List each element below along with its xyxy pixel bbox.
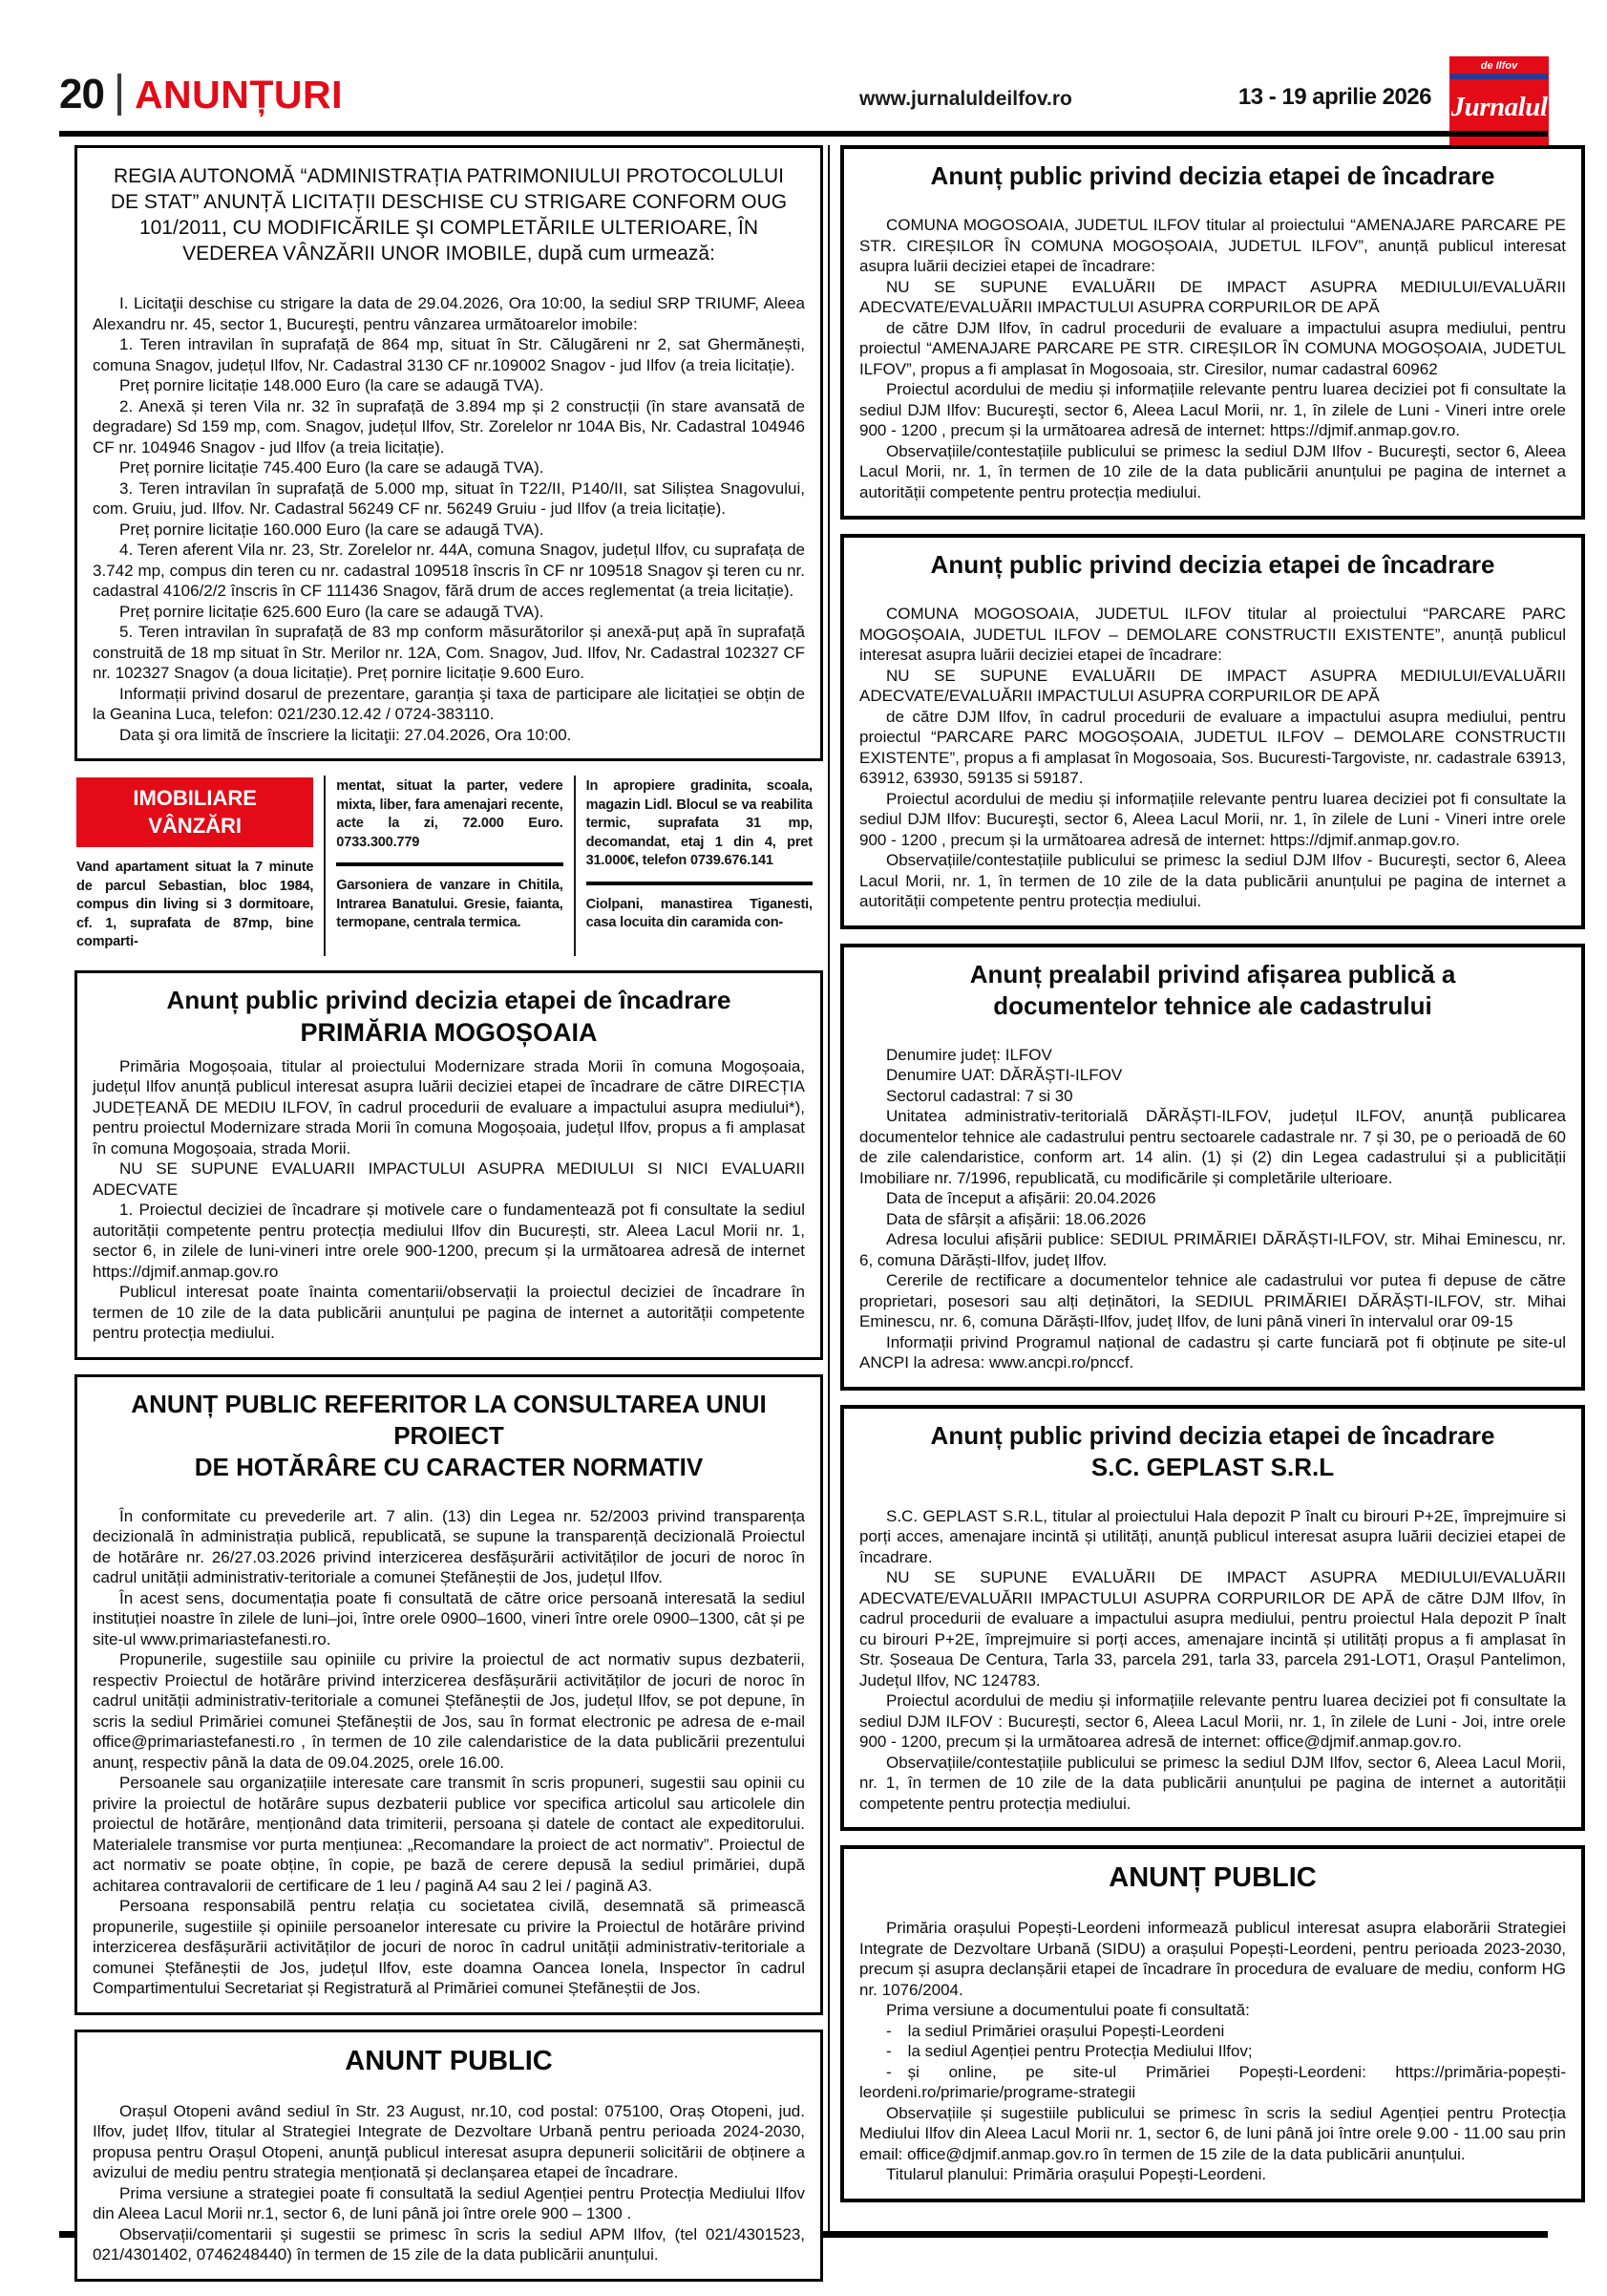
paragraph: NU SE SUPUNE EVALUĂRII DE IMPACT ASUPRA MEDIULUI/EVALUĂRII ADECVATE/EVALUĂRII IMPACTULUI ASUPRA CORPURILOR DE APĂ [859,277,1566,316]
paragraph: În acest sens, documentația poate fi consultată de către orice persoană interesată la sediul instituției noastre în zilele de luni–joi, între orele 0900–1600, vineri între orele 0900–1300, cât și pe site-ul www.primariastefanesti.ro. [93,1588,805,1648]
notice-body [93,2101,805,2265]
website-url: www.jurnaluldeilfov.ro [859,88,1072,110]
classifieds-section [74,776,823,956]
paragraph: 1. Proiectul deciziei de încadrare și motivele care o fundamentează pot fi consultate la sediul autorității competente pentru protecția mediului Ilfov din București, str. Aleea Lacul Morii nr. 1, sector 6, in zilele de luni-vineri intre orele 900-1200, precum și la următoarea adresă de internet https://djmif.anmap.gov.ro [93,1201,805,1281]
notice-parcare-parc-mogosoaia [840,534,1585,929]
paragraph: Orașul Otopeni având sediul în Str. 23 August, nr.10, cod postal: 075100, Oraș Otopeni, jud. Ilfov, județ Ilfov, titular al Strategiei Integrate de Dezvoltare Urbană pentru perioada 2024-2030, propusa pentru Orașul Otopeni, anunţă publicul interesat asupra depunerii solicitării de obținere a avizului de mediu pentru strategia menționată și declanșarea etapei de încadrare. [93,2101,805,2181]
paragraph: Primăria orașului Popești-Leordeni informează publicul interesat asupra elaborării Strategiei Integrate de Dezvoltare Urbană (SIDU) a orașului Popești-Leordeni, pentru perioada 2023-2030, precum și asupra declanșării etapei de încadrare în procedura de evaluare de mediu, conform HG nr. 1076/2004. [859,1919,1566,1999]
paragraph: NU SE SUPUNE EVALUĂRII DE IMPACT ASUPRA MEDIULUI/EVALUĂRII ADECVATE/EVALUĂRII IMPACTULUI ASUPRA CORPURILOR DE APĂ de către DJM Ilfov, în cadrul procedurii de evaluare a impactului asupra mediului, pentru proiectul Hala depozit P înalt cu birouri P+2E, împrejmuire si porți acces, amenajare incintă și utilități propus a fi amplasat în Str. Șoseaua De Centura, Tarla 33, parcela 291, tarla 33, parcela 291-LOT1, Orașul Pantelimon, Județul Ilfov, NC 124783. [859,1568,1566,1690]
masthead-left [59,71,343,118]
paragraph: NU SE SUPUNE EVALUARII IMPACTULUI ASUPRA MEDIULUI SI NICI EVALUARII ADECVATE [93,1159,805,1199]
notice-title-line1: Anunț public privind decizia etapei de încadrare [930,1420,1495,1450]
notice-parcare-ciresilor [840,145,1585,520]
notice-title: ANUNȚ PUBLIC [1109,1862,1317,1893]
classifieds-column-3 [574,776,823,956]
paragraph: de către DJM Ilfov, în cadrul procedurii de evaluare a impactului asupra mediului, pentru proiectul “AMENAJARE PARCARE PE STR. CIREȘILOR ÎN COMUNA MOGOȘOAIA, JUDETUL ILFOV”, propus a fi amplasat în Mogosoaia, str. Ciresilor, numar cadastral 60962 [859,318,1566,378]
paragraph: Preț pornire licitație 625.600 Euro (la care se adaugă TVA). [119,602,544,621]
notice-cadastru-darasti [840,944,1585,1391]
classified-ad-apartment: Vand apartament situat la 7 minute de parcul Sebastian, bloc 1984, compus din living si 3 dormitoare, cf. 1, suprafata de 87mp, bine comparti- [76,860,314,949]
paragraph: I. Licitaţii deschise cu strigare la data de 29.04.2026, Ora 10:00, la sediul SRP TRIUMF, Aleea Alexandru nr. 45, sector 1, Bucureşti, pentru vânzarea următoarelor imobile: [93,294,805,333]
notice-body [859,1506,1566,1815]
classified-ad-ciolpani: Ciolpani, manastirea Tiganesti, casa locuita din caramida con- [585,896,813,930]
header-rule [59,131,1548,137]
paragraph: Informații privind Programul național de cadastru și carte funciară pot fi obținute pe site-ul ANCPI la adresa: www.ancpi.ro/pnccf. [859,1332,1566,1371]
notice-body [859,1045,1566,1373]
paragraph: Prima versiune a documentului poate fi consultată: [886,2001,1250,2019]
rapps-notice-body [93,293,805,745]
notice-geplast [840,1405,1585,1832]
classifieds-column-2 [324,776,573,956]
paragraph: 3. Teren intravilan în suprafață de 5.000 mp, situat în T22/II, P140/II, sat Siliștea Snagovului, com. Gruiu, jud. Ilfov. Nr. Cadastral 56249 CF nr. 56249 Gruiu - jud Ilfov (a treia licitație). [93,478,805,518]
ad-separator [586,882,813,885]
paragraph: Titularul planului: Primăria orașului Popești-Leordeni. [886,2165,1267,2183]
paragraph: Denumire județ: ILFOV [886,1045,1052,1064]
paragraph: Publicul interesat poate înainta comentarii/observații la proiectul deciziei de încadrare în termen de 10 zile de la data publicării anunțului pe pagina de internet a autorității competente pentru protecția mediului. [93,1283,805,1342]
paragraph: Persoana responsabilă pentru relația cu societatea civilă, desemnată să primească propunerile, sugestiile și opiniile persoanelor interesate cu privire la Proiectul de hotărâre privind interzicerea desfășurării activităților de jocuri de noroc în cadrul unității administrativ-teritoriale a comunei Ștefăneștii de Jos, județul Ilfov, este doamna Oancea Ionela, Inspector în cadrul Compartimentului Secretariat și Registratură al Primăriei comunei Ștefăneștii de Jos. [93,1897,805,1997]
logo-edition-label: de Ilfov [1480,60,1518,72]
paragraph: Propunerile, sugestiile sau opiniile cu privire la proiectul de act normativ supus dezbaterii, respectiv Proiectul de hotărâre privind interzicerea desfășurării activităților de jocuri de noroc în cadrul unității administrativ-teritoriale a comunei Ștefăneștii de Jos, județul Ilfov, se pot depune, în scris la sediul Primăriei comunei Ștefăneștii de Jos, sau în format electronic pe adresa de e-mail office@primariastefanesti.ro , în termen de 10 zile calendaristice de la data publicării prezentului anunț, respectiv până la data de 09.04.2025, orele 16.00. [93,1650,805,1772]
notice-title-line2: DE HOTĂRÂRE CU CARACTER NORMATIV [194,1452,704,1481]
paragraph: 2. Anexă și teren Vila nr. 32 în suprafață de 3.894 mp și 2 construcții (în stare avansată de degradare) Sd 159 mp, com. Snagov, județul Ilfov, Str. Zorelelor nr 104A Bis, Nr. Cadastral 104946 CF nr. 104946 Snagov - jud Ilfov (a treia licitație). [93,396,805,457]
paragraph: 1. Teren intravilan în suprafață de 864 mp, situat în Str. Călugăreni nr 2, sat Ghermănești, comuna Snagov, județul Ilfov, Nr. Cadastral 3130 CF nr.109002 Snagov - jud Ilfov (a treia licitație). [93,335,805,374]
notice-popesti-leordeni [840,1845,1585,2202]
notice-title-line2: S.C. GEPLAST S.R.L [1090,1452,1335,1481]
section-title: ANUNȚURI [134,72,344,117]
paragraph: În conformitate cu prevederile art. 7 alin. (13) din Legea nr. 52/2003 privind transparența decizională în administrația publică, republicată, se supune la transparență decizională Proiectul de hotărâre nr. 26/27.03.2026 privind interzicerea desfășurării activităților de jocuri de noroc în cadrul unității administrativ-teritoriale a comunei Ștefăneștii de Jos, județul Ilfov. [93,1506,805,1586]
notice-title-line2: documentelor tehnice ale cadastrului [993,990,1432,1020]
notice-body [93,1056,805,1344]
classified-ad-garsoniera: Garsoniera de vanzare in Chitila, Intrarea Banatului. Gresie, faianta, termopane, centrala termica. [336,878,563,930]
ad-separator [336,862,562,866]
notice-rapps-auctions [74,145,823,761]
paragraph: Informații privind dosarul de prezentare, garanția şi taxa de participare ale licitației se obțin de la Geanina Luca, telefon: 021/230.12.42 / 0724-383110. [93,684,805,723]
notice-body [93,1506,805,1999]
notice-body [859,1918,1566,2185]
paragraph: Proiectul acordului de mediu și informațiile relevante pentru luarea deciziei pot fi consultate la sediul DJM Ilfov: Bucureşti, sector 6, Aleea Lacul Morii, nr. 1, în zilele de Luni - Vineri intre orele 900 - 1200 , precum și la următoarea adresă de internet: https://djmif.anmap.gov.ro. [859,789,1566,849]
paragraph: Observații/comentarii și sugestii se primesc în scris la sediul APM Ilfov, (tel 021/4301523, 021/4301402, 0746248440) în termen de 15 zile de la data publicării anunțului. [93,2224,805,2264]
paragraph: Primăria Mogoșoaia, titular al proiectului Modernizare strada Morii în comuna Mogoșoaia, județul Ilfov anunță publicul interesat asupra luării deciziei etapei de încadrare de către DIRECȚIA JUDEȚEANĂ DE MEDIU ILFOV, în cadrul procedurii de evaluare a impactului asupra mediului*), pentru proiectul Modernizare strada Morii în comuna Mogoșoaia, județul Ilfov, propus a fi amplasat în comuna Mogoșoaia, strada Morii. [93,1056,805,1158]
notice-title: ANUNT PUBLIC [345,2045,553,2076]
paragraph: Denumire UAT: DĂRĂȘTI-ILFOV [886,1066,1123,1084]
classifieds-category-line2: VÂNZĂRI [148,814,243,838]
paragraph: Cererile de rectificare a documentelor tehnice ale cadastrului vor putea fi depuse de către proprietari, posesori sau alți deținători, la SEDIUL PRIMĂRIEI DĂRĂȘTI-ILFOV, str. Mihai Eminescu, nr. 6, comuna Dărăști-Ilfov, județ Ilfov, de luni până vineri în intervalul orar 09-15 [859,1271,1566,1330]
rapps-notice-header: REGIA AUTONOMĂ “ADMINISTRAȚIA PATRIMONIULUI PROTOCOLULUI DE STAT” ANUNȚĂ LICITAȚII DESCHISE CU STRIGARE CONFORM OUG 101/2011, CU MODIFICĂRILE ŞI COMPLETĂRILE ULTERIOARE, ÎN VEDEREA VÂNZĂRII UNOR IMOBILE, după cum urmează: [110,165,788,265]
notice-title-line1: Anunț prealabil privind afișarea publică a [969,959,1456,989]
paragraph: Unitatea administrativ-teritorială DĂRĂȘTI-ILFOV, județul ILFOV, anunță publicarea documentelor tehnice ale cadastrului pentru sectoarele cadastrale nr. 7 și 30, pe o perioadă de 60 de zile calendaristice, conform art. 14 alin. (1) și (2) din Legea cadastrului și a publicității Imobiliare nr. 7/1996, republicată, cu modificările și completările ulterioare. [859,1107,1566,1187]
notice-subtitle: PRIMĂRIA MOGOȘOAIA [300,1017,598,1047]
notice-body [859,215,1566,502]
classified-ad-garsoniera-cont: In apropiere gradinita, scoala, magazin Lidl. Blocul se va reabilita termic, suprafata 31 mp, decomandat, etaj 1 din 4, pret 31.000€, telefon 0739.676.141 [585,778,813,868]
paragraph: Observațiile/contestațiile publicului se primesc la sediul DJM Ilfov, sector 6, Aleea Lacul Morii, nr. 1, în termen de 10 zile de la data publicării anunțului pe pagina de internet a autorității competente pentru protecția mediului. [859,1753,1566,1813]
paragraph: - la sediul Primăriei orașului Popești-Leordeni [886,2021,1225,2040]
paragraph: COMUNA MOGOSOAIA, JUDETUL ILFOV titular al proiectului “AMENAJARE PARCARE PE STR. CIREȘILOR ÎN COMUNA MOGOȘOAIA, JUDETUL ILFOV”, anunță publicul interesat asupra luării deciziei etapei de încadrare: [859,216,1566,275]
notice-stefanesti-consultare [74,1374,823,2015]
paragraph: Proiectul acordului de mediu și informațiile relevante pentru luarea deciziei pot fi consultate la sediul DJM ILFOV : București, sector 6, Aleea Lacul Morii, nr. 1, în zilele de Luni - Joi, intre orele 900 - 1200, precum și la următoarea adresă de internet: office@djmif.anmap.gov.ro. [859,1691,1566,1751]
classified-ad-apartment-cont: mentat, situat la parter, vedere mixta, liber, fara amenajari recente, acte la zi, 72.000 Euro. 0733.300.779 [336,778,563,850]
left-column [74,145,823,2296]
paragraph: Data de început a afișării: 20.04.2026 [886,1189,1156,1207]
page-number: 20 [59,71,104,117]
paragraph: Observațiile/contestațiile publicului se primesc la sediul DJM Ilfov - Bucureşti, sector 6, Aleea Lacul Morii, nr. 1, în termen de 10 zile de la data publicării anunțului pe pagina de internet a autorității competente pentru protecția mediului. [859,441,1566,501]
paragraph: COMUNA MOGOSOAIA, JUDETUL ILFOV titular al proiectului “PARCARE PARC MOGOȘOAIA, JUDETUL ILFOV – DEMOLARE CONSTRUCTII EXISTENTE”, anunță publicul interesat asupra luării deciziei etapei de încadrare: [859,605,1566,664]
paragraph: - și online, pe site-ul Primăriei Popești-Leordeni: https://primăria-popești-leordeni.ro/primarie/programe-strategii [859,2062,1566,2101]
paragraph: Observațiile și sugestiile publicului se primesc în scris la sediul Agenției pentru Protecția Mediului Ilfov din Aleea Lacul Morii nr. 1, sector 6, de luni până joi între orele 9.00 - 11.00 sau prin email: office@djmif.anmap.gov.ro în termen de 15 zile de la data publicării anunțului. [859,2103,1566,2163]
paragraph: Prima versiune a strategiei poate fi consultată la sediul Agenției pentru Protecția Mediului Ilfov din Aleea Lacul Morii nr.1, sector 6, de luni până joi între orele 900 – 1300 . [93,2183,805,2222]
paragraph: Adresa locului afișării publice: SEDIUL PRIMĂRIEI DĂRĂȘTI-ILFOV, str. Mihai Eminescu, nr. 6, comuna Dărăști-Ilfov, județ Ilfov. [859,1230,1566,1269]
paragraph: S.C. GEPLAST S.R.L, titular al proiectului Hala depozit P înalt cu birouri P+2E, împrejmuire si porți acces, amenajare incintă și utilități, anunță publicul interesat asupra luării deciziei etapei de încadrare. [859,1506,1566,1566]
paragraph: Preț pornire licitație 148.000 Euro (la care se adaugă TVA). [119,376,544,394]
classifieds-column-1 [74,776,324,956]
classifieds-category-line1: IMOBILIARE [133,786,257,810]
issue-date-range: 13 - 19 aprilie 2026 [1237,84,1431,110]
paragraph: Observațiile/contestațiile publicului se primesc la sediul DJM Ilfov - Bucureşti, sector 6, Aleea Lacul Morii, nr. 1, în termen de 10 zile de la data publicării anunțului pe pagina de internet a autorității competente pentru protecția mediului. [859,851,1566,910]
paragraph: Preț pornire licitație 745.400 Euro (la care se adaugă TVA). [119,458,544,477]
notice-title: Anunț public privind decizia etapei de încadrare [930,550,1495,579]
masthead [59,60,1548,128]
paragraph: Persoanele sau organizațiile interesate care transmit în scris propuneri, sugestii sau opinii cu privire la proiectul de hotărâre supus dezbaterii publice vor specifica articolul sau articolele din proiectul de hotărâre, menționând data trimiterii, persoana și datele de contact ale expeditorului. Materialele transmise vor purta mențiunea: „Recomandare la proiect de act normativ”. Proiectul de act normativ se poate obține, în copie, pe bază de cerere depusă la sediul primăriei, după achitarea contravalorii de certificare de 1 leu / pagină A4 sau 2 lei / pagină A3. [93,1774,805,1895]
paragraph: Data de sfârșit a afișării: 18.06.2026 [886,1209,1147,1228]
masthead-divider [117,74,121,116]
paragraph: Proiectul acordului de mediu și informațiile relevante pentru luarea deciziei pot fi consultate la sediul DJM Ilfov: Bucureşti, sector 6, Aleea Lacul Morii, nr. 1, în zilele de Luni - Vineri intre orele 900 - 1200 , precum și la următoarea adresă de internet: https://djmif.anmap.gov.ro. [859,380,1566,439]
classifieds-category-header [76,777,313,847]
paragraph: NU SE SUPUNE EVALUĂRII DE IMPACT ASUPRA MEDIULUI/EVALUĂRII ADECVATE/EVALUĂRII IMPACTULUI ASUPRA CORPURILOR DE APĂ [859,666,1566,705]
paragraph: Data şi ora limită de înscriere la licitaţii: 27.04.2026, Ora 10:00. [119,725,572,744]
column-divider [828,145,830,2231]
paragraph: - la sediul Agenției pentru Protecția Mediului Ilfov; [886,2042,1253,2060]
paragraph: Preț pornire licitație 160.000 Euro (la care se adaugă TVA). [119,520,544,539]
notice-primaria-mogosoaia [74,970,823,1360]
notice-body [859,604,1566,912]
notice-otopeni [74,2030,823,2282]
paragraph: de către DJM Ilfov, în cadrul procedurii de evaluare a impactului asupra mediului, pentru proiectul “PARCARE PARC MOGOȘOAIA, JUDETUL ILFOV – DEMOLARE CONSTRUCTII EXISTENTE”, propus a fi amplasat în Mogosoaia, Sos. Bucuresti-Targoviste, nr. cadastrale 63913, 63912, 63930, 59135 si 59187. [859,707,1566,787]
notice-title: Anunț public privind decizia etapei de încadrare [166,985,731,1014]
paragraph: 4. Teren aferent Vila nr. 23, Str. Zorelelor nr. 44A, comuna Snagov, județul Ilfov, cu suprafața de 3.742 mp, compus din teren cu nr. cadastral 109518 înscris în CF nr 109518 Snagov şi teren cu nr. cadastral 4106/2/2 înscris în CF 111436 Snagov, fără drum de acces reglementat (a treia licitație). [93,541,805,600]
right-column [840,145,1585,2217]
notice-title-line1: ANUNȚ PUBLIC REFERITOR LA CONSULTAREA UNUI PROIECT [131,1389,767,1450]
logo-wordmark: Jurnalul [1450,91,1548,122]
paragraph: Sectorul cadastral: 7 si 30 [886,1086,1073,1105]
notice-title: Anunț public privind decizia etapei de încadrare [930,161,1495,190]
paragraph: 5. Teren intravilan în suprafață de 83 mp conform măsurătorilor și anexă-puț apă în suprafață construită de 18 mp situat în Str. Merilor nr. 12A, Com. Snagov, Jud. Ilfov, Nr. Cadastral 102327 CF nr. 102327 Snagov (a doua licitație). Preț pornire licitație 9.600 Euro. [93,623,805,682]
